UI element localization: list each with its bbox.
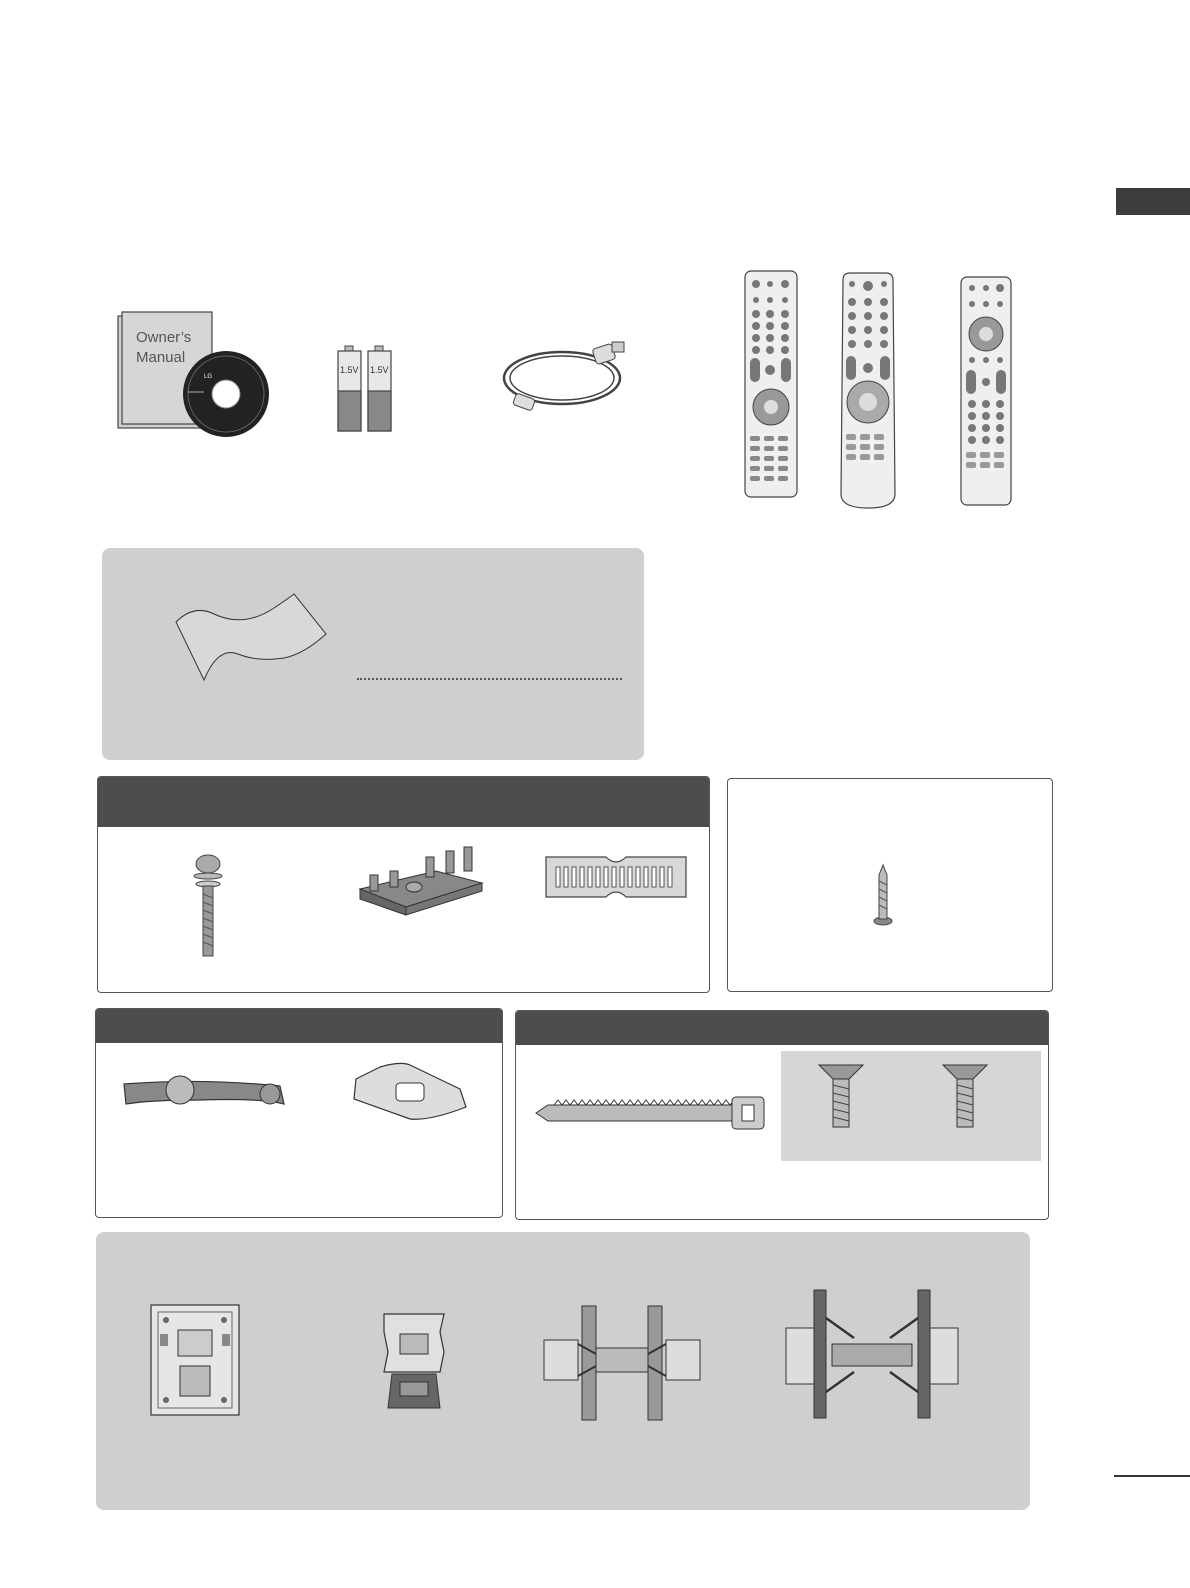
stand-hardware-header: [98, 777, 709, 827]
cable-tie-box: [515, 1010, 1049, 1220]
remote-icon: [840, 272, 900, 512]
cable-tie-icon: [534, 1091, 770, 1135]
bolt-icon: [190, 852, 226, 962]
cable-management-box: [95, 1008, 503, 1218]
dotted-leader-line: [357, 678, 622, 680]
manual-icon: [116, 312, 276, 442]
polishing-cloth-icon: [174, 594, 334, 684]
battery-label-left: 1.5V: [340, 365, 359, 375]
chapter-tab-marker: [1116, 188, 1190, 215]
wall-mount-screws-panel: [781, 1051, 1041, 1161]
cable-tie-header: [516, 1011, 1048, 1045]
manual-title-line2: Manual: [136, 349, 186, 366]
remote-control-3: [960, 276, 1016, 508]
manual-title-line1: Owner’s: [136, 329, 192, 346]
cable-holder-icon: [120, 1064, 288, 1118]
wall-mount-bracket-icon: [378, 1312, 450, 1416]
screw-box: [727, 778, 1053, 992]
power-cord: [500, 340, 640, 420]
wall-mount-bracket-icon: [542, 1304, 702, 1422]
cable-management-header: [96, 1009, 502, 1043]
wall-mount-bracket-icon: [150, 1304, 242, 1418]
protection-cover-icon: [544, 855, 688, 899]
wall-mount-panel: [96, 1232, 1030, 1510]
polishing-cloth-panel: [102, 548, 644, 760]
battery-label-right: 1.5V: [370, 365, 389, 375]
wall-mount-screw-icon: [941, 1063, 989, 1129]
wall-mount-screw-icon: [817, 1063, 865, 1129]
cd-logo-text: LG: [204, 374, 213, 380]
cd-icon: [183, 351, 269, 437]
owners-manual-with-cd: [116, 312, 276, 442]
remote-icon: [744, 270, 800, 500]
batteries: [338, 346, 398, 432]
battery-icon: [338, 346, 398, 432]
screw-icon: [872, 863, 894, 927]
remote-icon: [960, 276, 1016, 508]
remote-control-2: [840, 272, 900, 512]
page-number-rule: [1114, 1475, 1190, 1477]
power-cord-icon: [500, 340, 640, 420]
remote-control-1: [744, 270, 800, 500]
stand-cover-icon: [356, 847, 484, 917]
stand-hardware-box: [97, 776, 710, 993]
wall-mount-bracket-icon: [784, 1288, 960, 1422]
power-cord-holder-icon: [350, 1059, 474, 1125]
